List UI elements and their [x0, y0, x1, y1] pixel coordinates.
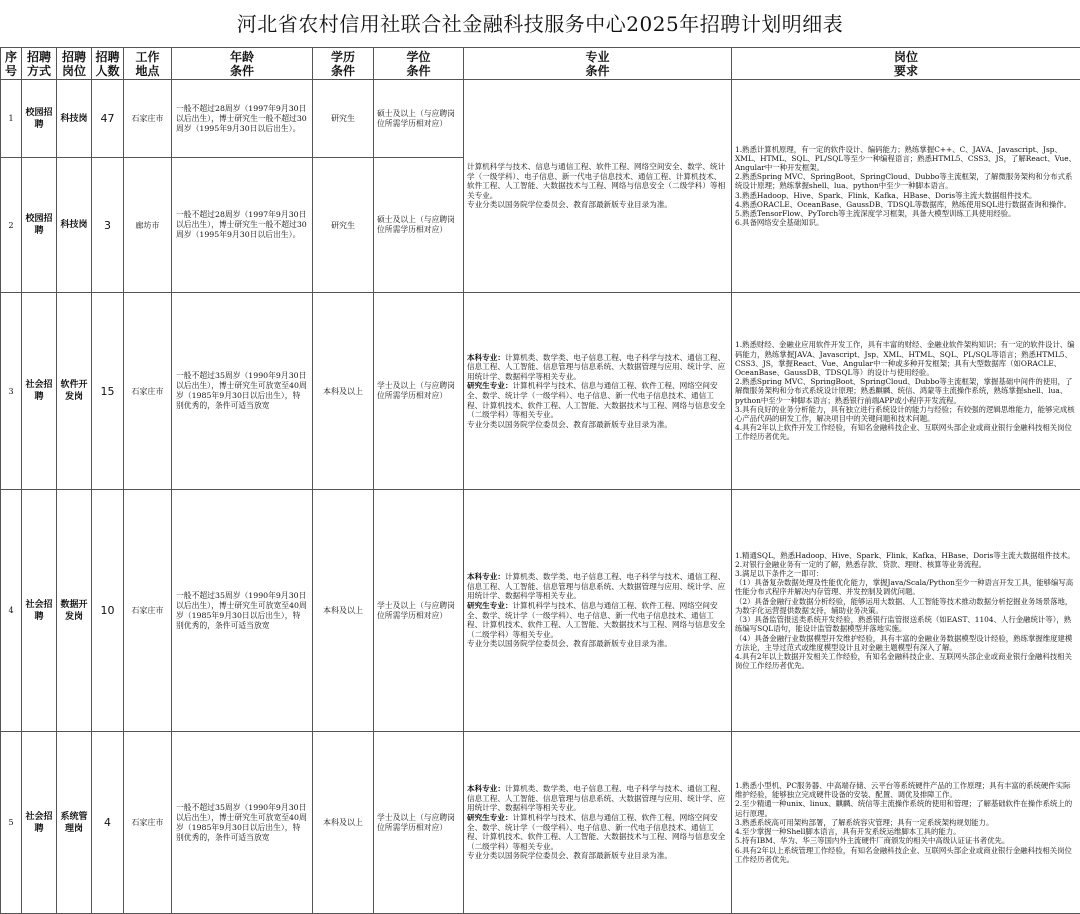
cell-seq: 3 — [1, 293, 22, 490]
cell-location: 廊坊市 — [124, 158, 172, 293]
table-row — [1, 293, 1080, 490]
cell-method: 校园招聘 — [22, 80, 57, 158]
cell-age: 一般不超过35周岁（1990年9月30日以后出生），博士研究生可放宽至40周岁（1985年9月30日以后出生），特别优秀的，条件可适当放宽 — [172, 732, 313, 914]
table-row — [1, 490, 1080, 732]
cell-degree: 硕士及以上（与应聘岗位所需学历相对应） — [374, 80, 464, 158]
col-header-location: 工作 地点 — [124, 48, 172, 80]
cell-degree: 学士及以上（与应聘岗位所需学历相对应） — [374, 490, 464, 732]
cell-seq: 4 — [1, 490, 22, 732]
col-header-post: 招聘 岗位 — [57, 48, 92, 80]
cell-count: 47 — [92, 80, 124, 158]
page-title: 河北省农村信用社联合社金融科技服务中心2025年招聘计划明细表 — [0, 8, 1080, 37]
cell-method: 校园招聘 — [22, 158, 57, 293]
cell-location: 石家庄市 — [124, 80, 172, 158]
cell-major-social: 本科专业：计算机类、数学类、电子信息工程、电子科学与技术、通信工程、信息工程、人工智能、信息管理与信息系统、大数据管理与应用、统计学、应用统计学、数据科学等相关专业。 研究生专业：计算机科学与技术、信息与通信工程、软件工程、网络空间安全、数学、统计学（一级学科）、电子信息、新一代电子信息技术、通信工程、计算机技术、软件工程、人工智能、大数据技术与工程、网络与信息安全（二级学科）等相关专业。 专业分类以国务院学位委员会、教育部最新版专业目录为准。 — [464, 490, 732, 732]
cell-location: 石家庄市 — [124, 293, 172, 490]
cell-age: 一般不超过35周岁（1990年9月30日以后出生），博士研究生可放宽至40周岁（1985年9月30日以后出生），特别优秀的，条件可适当放宽 — [172, 293, 313, 490]
cell-method: 社会招聘 — [22, 293, 57, 490]
col-header-age: 年龄 条件 — [172, 48, 313, 80]
col-header-edu: 学历 条件 — [313, 48, 374, 80]
cell-degree: 硕士及以上（与应聘岗位所需学历相对应） — [374, 158, 464, 293]
col-header-req: 岗位 要求 — [732, 48, 1080, 80]
cell-edu: 本科及以上 — [313, 732, 374, 914]
cell-count: 3 — [92, 158, 124, 293]
col-header-count: 招聘 人数 — [92, 48, 124, 80]
table-row — [1, 80, 1080, 158]
cell-post: 软件开发岗 — [57, 293, 92, 490]
cell-seq: 5 — [1, 732, 22, 914]
cell-post: 科技岗 — [57, 158, 92, 293]
col-header-seq: 序 号 — [1, 48, 22, 80]
cell-age: 一般不超过35周岁（1990年9月30日以后出生），博士研究生可放宽至40周岁（1985年9月30日以后出生），特别优秀的，条件可适当放宽 — [172, 490, 313, 732]
cell-edu: 研究生 — [313, 80, 374, 158]
cell-major-social: 本科专业：计算机类、数学类、电子信息工程、电子科学与技术、通信工程、信息工程、人工智能、信息管理与信息系统、大数据管理与应用、统计学、应用统计学、数据科学等相关专业。 研究生专业：计算机科学与技术、信息与通信工程、软件工程、网络空间安全、数学、统计学（一级学科）、电子信息、新一代电子信息技术、通信工程、计算机技术、软件工程、人工智能、大数据技术与工程、网络与信息安全（二级学科）等相关专业。 专业分类以国务院学位委员会、教育部最新版专业目录为准。 — [464, 732, 732, 914]
cell-major-social: 本科专业：计算机类、数学类、电子信息工程、电子科学与技术、通信工程、信息工程、人工智能、信息管理与信息系统、大数据管理与应用、统计学、应用统计学、数据科学等相关专业。 研究生专业：计算机科学与技术、信息与通信工程、软件工程、网络空间安全、数学、统计学（一级学科）、电子信息、新一代电子信息技术、通信工程、计算机技术、软件工程、人工智能、大数据技术与工程、网络与信息安全（二级学科）等相关专业。 专业分类以国务院学位委员会、教育部最新版专业目录为准。 — [464, 293, 732, 490]
cell-req-data: 1.精通SQL，熟悉Hadoop、Hive、Spark、Flink、Kafka、HBase、Doris等主流大数据组件技术。 2.对银行金融业务有一定的了解，熟悉存款、贷款、理财、核算等业务流程。 3.满足以下条件之一即可： （1）具备复杂数据处理及性能优化能力，掌握Java/Scala/Python至少一种语言开发工具，能够编写高性能分布式程序并解决内存管理、并发控制及调优问题。 （2）具备金融行业数据分析经验，能够运用大数据、人工智能等技术推动数据分析挖掘业务场景落地，为数字化运营提供数据支持，辅助业务决策。 （3）具备监管报送类系统开发经验，熟悉银行监管报送系统（如EAST、1104、人行金融统计等），熟练编写SQL语句，能设计监管数据模型并落地实施。 （4）具备金融行业数据模型开发维护经验，具有丰富的金融业务数据模型设计经验，熟练掌握维度建模方法论，主导过范式或维度模型设计且对金融主题模型有深入了解。 4.具有2年以上数据开发相关工作经验，有知名金融科技企业、互联网头部企业或商业银行金融科技相关岗位工作经历者优先。 — [732, 490, 1080, 732]
cell-edu: 本科及以上 — [313, 293, 374, 490]
cell-count: 15 — [92, 293, 124, 490]
cell-method: 社会招聘 — [22, 490, 57, 732]
cell-seq: 2 — [1, 158, 22, 293]
cell-req-software: 1.熟悉财经、金融业应用软件开发工作，具有丰富的财经、金融业软件架构知识；有一定的软件设计、编码能力，熟练掌握JAVA、Javascript、Jsp、XML、HTML、SQL、PL/SQL等语言；熟悉HTML5、CSS3、JS，掌握React、Vue、Angular中一种或多种开发框架；具有大型数据库（如ORACLE、OceanBase、GaussDB、TDSQL等）的设计与使用经验。 2.熟悉Spring MVC、SpringBoot、SpringCloud、Dubbo等主流框架，掌握基础中间件的使用，了解微服务架构和分布式系统设计原理；熟悉麒麟、统信、鸿蒙等主流操作系统，熟练掌握shell、lua、python中至少一种脚本语言；熟悉银行前端APP或小程序开发流程。 3.具有良好的业务分析能力，具有独立进行系统设计的能力与经验；有较强的逻辑思维能力，能够完成核心产品代码的研发工作，解决项目中的关键问题和技术问题。 4.具有2年以上软件开发工作经验，有知名金融科技企业、互联网头部企业或商业银行金融科技相关岗位工作经历者优先。 — [732, 293, 1080, 490]
cell-post: 系统管理岗 — [57, 732, 92, 914]
cell-req-system: 1.熟悉小型机、PC服务器、中高端存储、云平台等系统硬件产品的工作原理；具有丰富的系统硬件实际维护经验，能够独立完成硬件设备的安装、配置、调优及排障工作。 2.至少精通一种unix、linux、麒麟、统信等主流操作系统的使用和管理；了解基础软件在操作系统上的运行原理。 3.熟悉系统高可用架构部署，了解系统容灾管理；具有一定系统架构规划能力。 4.至少掌握一种Shell脚本语言，具有开发系统运维脚本工具的能力。 5.持有IBM、华为、华三等国内外主流硬件厂商颁发的相关中高级认证证书者优先。 6.具有2年以上系统管理工作经验，有知名金融科技企业、互联网头部企业或商业银行金融科技相关岗位工作经历者优先。 — [732, 732, 1080, 914]
cell-degree: 学士及以上（与应聘岗位所需学历相对应） — [374, 293, 464, 490]
recruitment-table — [0, 47, 1080, 914]
col-header-major: 专业 条件 — [464, 48, 732, 80]
table-row — [1, 732, 1080, 914]
col-header-degree: 学位 条件 — [374, 48, 464, 80]
cell-req-campus: 1.熟悉计算机原理，有一定的软件设计、编码能力；熟练掌握C++、C、JAVA、Javascript、Jsp、XML、HTML、SQL、PL/SQL等至少一种编程语言；熟悉HTML5、CSS3、JS，了解React、Vue、Angular中一种开发框架。 2.熟悉Spring MVC、SpringBoot、SpringCloud、Dubbo等主流框架，了解微服务架构和分布式系统设计原理；熟练掌握shell、lua、python中至少一种脚本语言。 3.熟悉Hadoop、Hive、Spark、Flink、Kafka、HBase、Doris等主流大数据组件技术。 4.熟悉ORACLE、OceanBase、GaussDB、TDSQL等数据库，熟练使用SQL进行数据查询和操作。 5.熟悉TensorFlow、PyTorch等主流深度学习框架，具备大模型训练工具使用经验。 6.具备网络安全基础知识。 — [732, 80, 1080, 293]
cell-post: 数据开发岗 — [57, 490, 92, 732]
header-row — [1, 48, 1080, 80]
cell-edu: 本科及以上 — [313, 490, 374, 732]
cell-seq: 1 — [1, 80, 22, 158]
cell-edu: 研究生 — [313, 158, 374, 293]
cell-age: 一般不超过28周岁（1997年9月30日以后出生），博士研究生一般不超过30周岁（1995年9月30日以后出生）。 — [172, 158, 313, 293]
cell-major-campus: 计算机科学与技术、信息与通信工程、软件工程、网络空间安全、数学、统计学（一级学科）、电子信息、新一代电子信息技术、通信工程、计算机技术、软件工程、人工智能、大数据技术与工程、网络与信息安全（二级学科）等相关专业。 专业分类以国务院学位委员会、教育部最新版专业目录为准。 — [464, 80, 732, 293]
cell-method: 社会招聘 — [22, 732, 57, 914]
cell-age: 一般不超过28周岁（1997年9月30日以后出生），博士研究生一般不超过30周岁（1995年9月30日以后出生）。 — [172, 80, 313, 158]
col-header-method: 招聘 方式 — [22, 48, 57, 80]
cell-location: 石家庄市 — [124, 732, 172, 914]
cell-location: 石家庄市 — [124, 490, 172, 732]
cell-post: 科技岗 — [57, 80, 92, 158]
cell-count: 10 — [92, 490, 124, 732]
cell-degree: 学士及以上（与应聘岗位所需学历相对应） — [374, 732, 464, 914]
cell-count: 4 — [92, 732, 124, 914]
